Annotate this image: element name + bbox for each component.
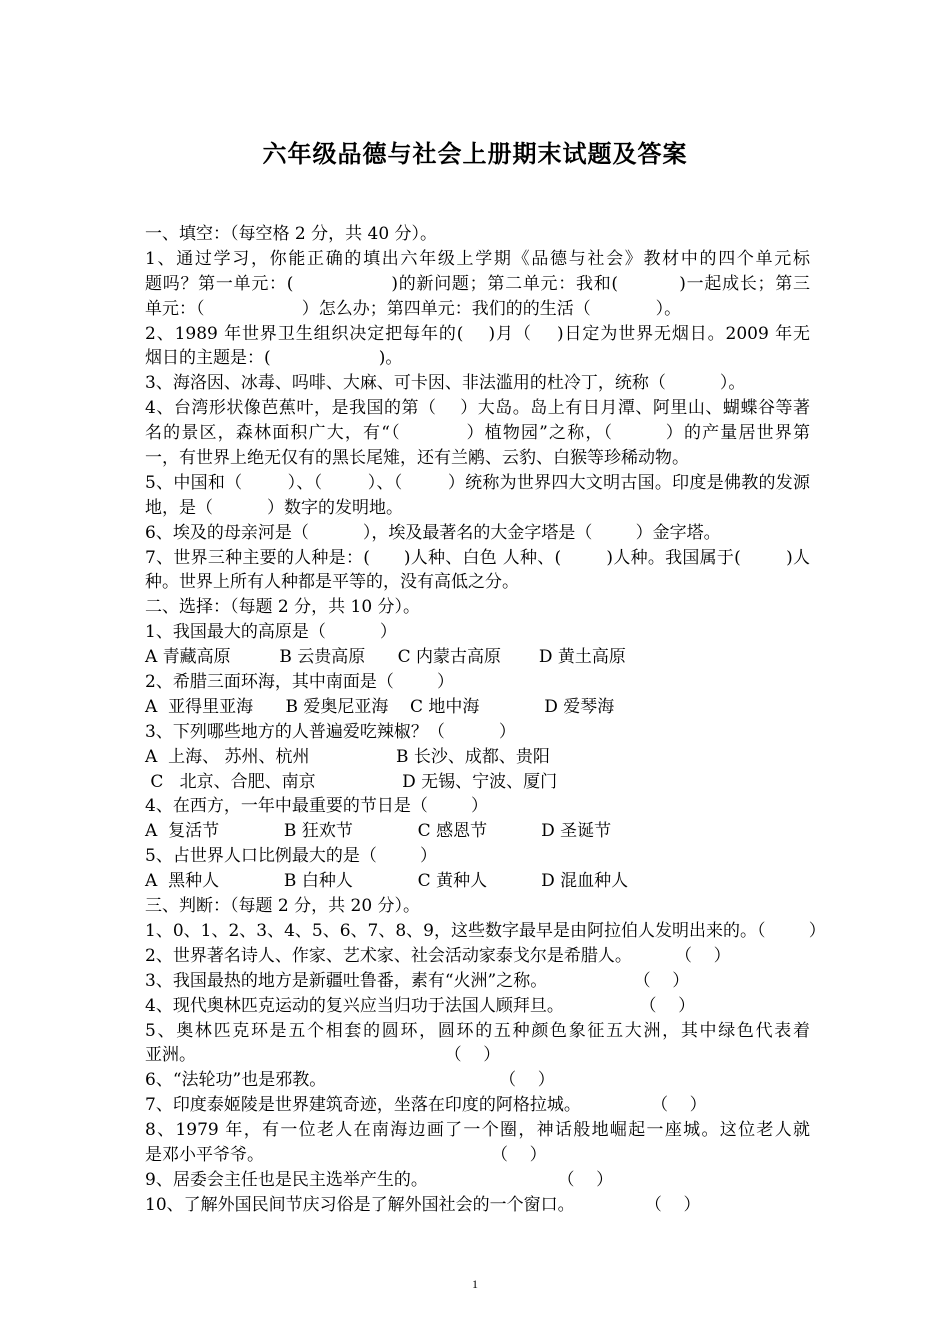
text-line: 7、印度泰姬陵是世界建筑奇迹，坐落在印度的阿格拉城。 （ ） — [145, 1095, 707, 1116]
text-line: 1、0、1、2、3、4、5、6、7、8、9，这些数字最早是由阿拉伯人发明出来的。（ ） — [145, 920, 826, 941]
text-line: 1、我国最大的高原是（ ） — [145, 622, 397, 643]
text-line: 烟日的主题是：( )。 — [145, 348, 403, 369]
text-line: 9、居委会主任也是民主选举产生的。 （ ） — [145, 1169, 614, 1190]
text-line: A 黑种人 B 白种人 C 黄种人 D 混血种人 — [145, 871, 629, 892]
text-line: 6、“法轮功”也是邪教。 （ ） — [145, 1070, 555, 1091]
text-line: 5、中国和（ ）、（ ）、（ ）统称为世界四大文明古国。印度是佛教的发源 — [145, 472, 810, 493]
document-body — [145, 222, 826, 1218]
text-line: 单元：（ ）怎么办；第四单元：我们的的生活（ ）。 — [145, 298, 682, 319]
text-line: 2、希腊三面环海，其中南面是（ ） — [145, 672, 455, 693]
text-line: 一，有世界上绝无仅有的黑长尾雉，还有兰鹇、云豹、白猴等珍稀动物。 — [145, 448, 689, 469]
text-line: 种。世界上所有人种都是平等的，没有高低之分。 — [145, 572, 519, 593]
text-line: 6、埃及的母亲河是（ ），埃及最著名的大金字塔是（ ）金字塔。 — [145, 522, 721, 543]
text-line: 名的景区，森林面积广大，有“（ ）植物园”之称，（ ）的产量居世界第 — [145, 423, 810, 444]
document-title: 六年级品德与社会上册期末试题及答案 — [262, 139, 688, 168]
text-line: C 北京、合肥、南京 D 无锡、宁波、厦门 — [145, 771, 558, 792]
text-line: 二、选择：（每题 2 分，共 10 分）。 — [145, 597, 421, 618]
text-line: A 青藏高原 B 云贵高原 C 内蒙古高原 D 黄土高原 — [145, 647, 626, 668]
text-line: 4、在西方，一年中最重要的节日是（ ） — [145, 796, 489, 817]
text-line: 7、世界三种主要的人种是：( )人种、白色 人种、( )人种。我国属于( )人 — [145, 547, 810, 568]
text-line: 题吗？第一单元：( )的新问题；第二单元：我和( )一起成长；第三 — [145, 273, 810, 294]
text-line: 8、1979 年，有一位老人在南海边画了一个圈，神话般地崛起一座城。这位老人就 — [145, 1120, 810, 1141]
text-line: 三、判断：（每题 2 分，共 20 分）。 — [145, 896, 421, 917]
text-line: 是邓小平爷爷。 （ ） — [145, 1144, 547, 1165]
text-line: 2、世界著名诗人、作家、艺术家、社会活动家泰戈尔是希腊人。 （ ） — [145, 945, 731, 966]
page-number: 1 — [472, 1277, 478, 1291]
text-line: 1、通过学习，你能正确的填出六年级上学期《品德与社会》教材中的四个单元标 — [145, 248, 810, 269]
text-line: 3、海洛因、冰毒、吗啡、大麻、可卡因、非法滥用的杜冷丁，统称（ ）。 — [145, 373, 746, 394]
text-line: A 上海、 苏州、杭州 B 长沙、成都、贵阳 — [145, 746, 550, 767]
text-line: 2、1989 年世界卫生组织决定把每年的( )月（ )日定为世界无烟日。2009 年无 — [145, 323, 810, 344]
text-line: 3、我国最热的地方是新疆吐鲁番，素有“火洲”之称。 （ ） — [145, 970, 690, 991]
text-line: 亚洲。 （ ） — [145, 1045, 501, 1066]
text-line: 5、奥林匹克环是五个相套的圆环，圆环的五种颜色象征五大洲，其中绿色代表着 — [145, 1020, 810, 1041]
text-line: 4、现代奥林匹克运动的复兴应当归功于法国人顾拜旦。 （ ） — [145, 995, 696, 1016]
text-line: A 复活节 B 狂欢节 C 感恩节 D 圣诞节 — [145, 821, 612, 842]
text-line: 5、占世界人口比例最大的是（ ） — [145, 846, 438, 867]
text-line: 3、下列哪些地方的人普遍爱吃辣椒？（ ） — [145, 721, 516, 742]
text-line: 4、台湾形状像芭蕉叶，是我国的第（ ）大岛。岛上有日月潭、阿里山、蝴蝶谷等著 — [145, 398, 810, 419]
text-line: 10、了解外国民间节庆习俗是了解外国社会的一个窗口。 （ ） — [145, 1194, 701, 1215]
text-line: 一、填空：（每空格 2 分，共 40 分）。 — [145, 224, 438, 244]
text-line: 地，是（ ）数字的发明地。 — [145, 497, 404, 518]
text-line: A 亚得里亚海 B 爱奥尼亚海 C 地中海 D 爱琴海 — [145, 696, 615, 717]
